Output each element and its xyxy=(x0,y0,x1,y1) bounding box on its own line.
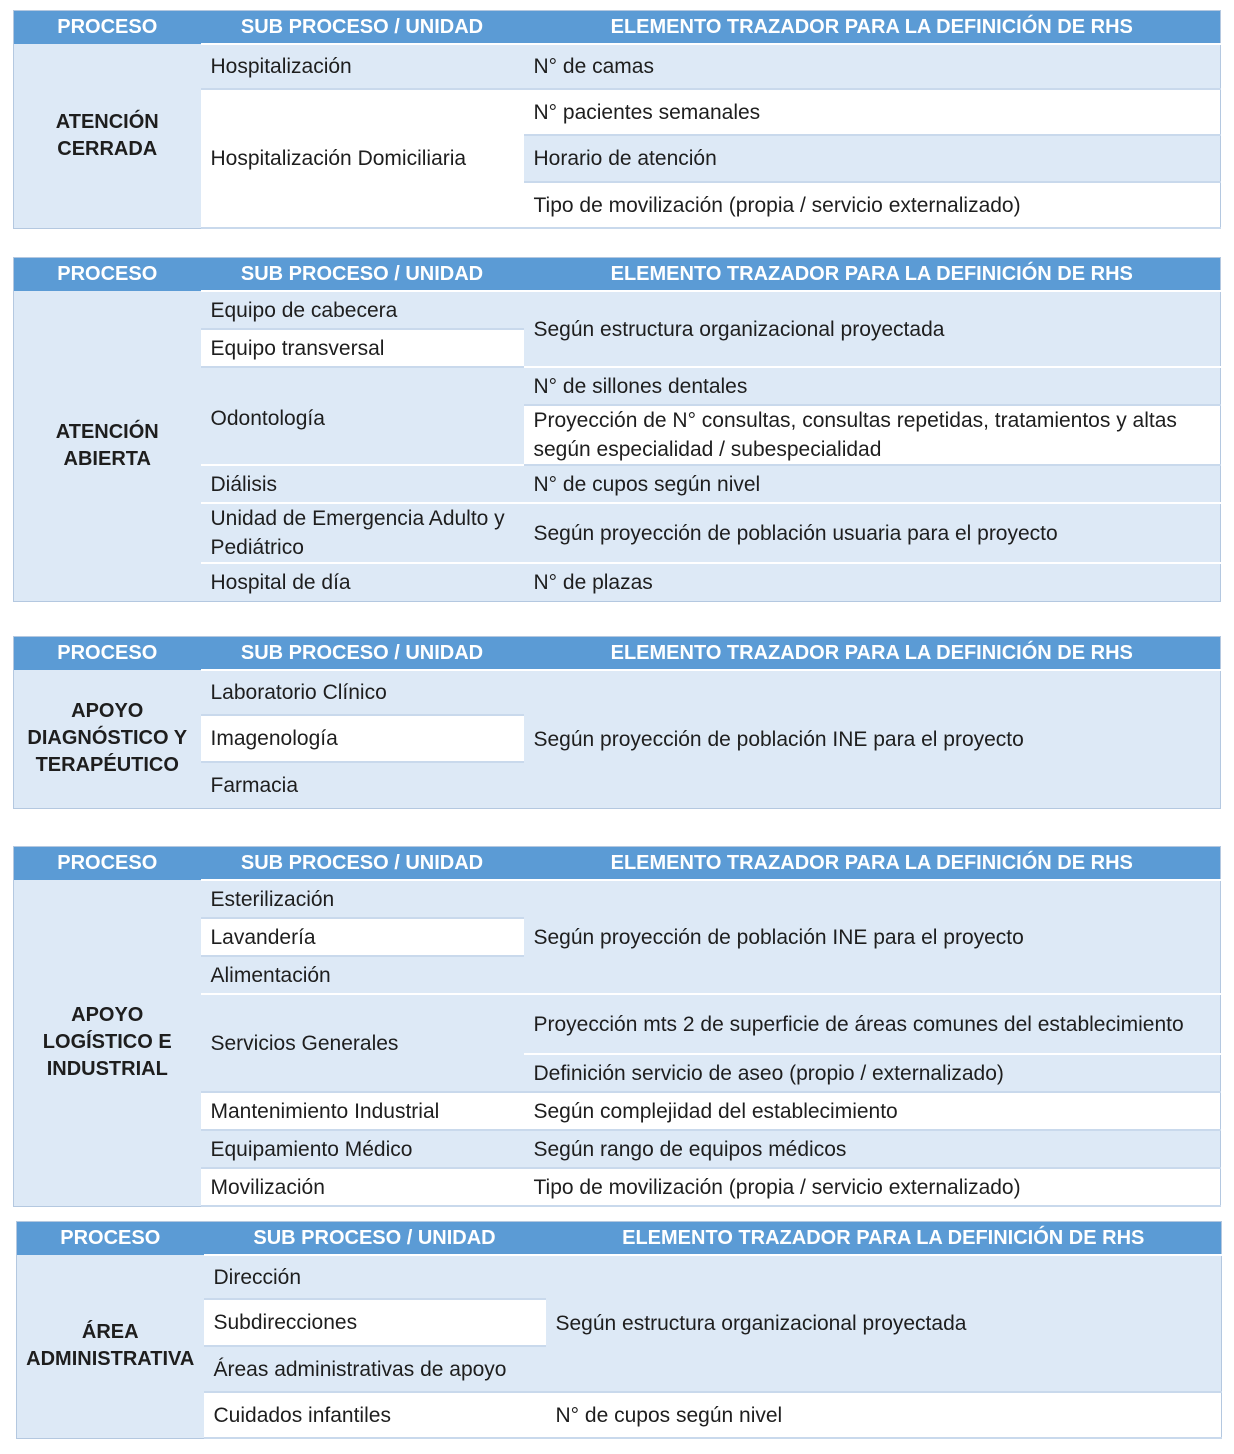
element-cell: Según rango de equipos médicos xyxy=(524,1130,1221,1168)
process-label: APOYO DIAGNÓSTICO Y TERAPÉUTICO xyxy=(14,670,201,808)
sub-cell: Alimentación xyxy=(201,956,524,994)
header-elemento: ELEMENTO TRAZADOR PARA LA DEFINICIÓN DE RHS xyxy=(524,11,1221,45)
element-cell: Proyección mts 2 de superficie de áreas comunes del establecimiento xyxy=(524,994,1221,1054)
sub-cell: Cuidados infantiles xyxy=(204,1392,546,1438)
process-label: APOYO LOGÍSTICO E INDUSTRIAL xyxy=(14,880,201,1206)
element-cell: Según proyección de población usuaria para el proyecto xyxy=(524,503,1221,563)
sub-cell: Áreas administrativas de apoyo xyxy=(204,1346,546,1392)
sub-cell: Hospitalización xyxy=(201,44,524,89)
sub-cell: Odontología xyxy=(201,367,524,465)
sub-cell: Imagenología xyxy=(201,715,524,762)
sub-cell: Dirección xyxy=(204,1255,546,1299)
header-proceso: PROCESO xyxy=(14,258,201,292)
sub-cell: Hospitalización Domiciliaria xyxy=(201,89,524,228)
element-cell: Definición servicio de aseo (propio / externalizado) xyxy=(524,1054,1221,1092)
element-cell: Tipo de movilización (propia / servicio externalizado) xyxy=(524,1168,1221,1206)
sub-cell: Laboratorio Clínico xyxy=(201,670,524,715)
sub-cell: Hospital de día xyxy=(201,563,524,601)
sub-cell: Esterilización xyxy=(201,880,524,918)
element-cell: Según estructura organizacional proyectada xyxy=(546,1255,1222,1392)
sub-cell: Equipo de cabecera xyxy=(201,291,524,329)
element-cell: Según estructura organizacional proyectada xyxy=(524,291,1221,367)
header-sub-proceso: SUB PROCESO / UNIDAD xyxy=(201,847,524,881)
sub-cell: Mantenimiento Industrial xyxy=(201,1092,524,1130)
table-apoyo-diagnostico xyxy=(13,636,1221,809)
element-cell: Tipo de movilización (propia / servicio externalizado) xyxy=(524,182,1221,228)
element-cell: Horario de atención xyxy=(524,135,1221,182)
element-cell: N° de cupos según nivel xyxy=(524,465,1221,503)
header-elemento: ELEMENTO TRAZADOR PARA LA DEFINICIÓN DE RHS xyxy=(524,258,1221,292)
sub-cell: Lavandería xyxy=(201,918,524,956)
element-cell: Según proyección de población INE para el proyecto xyxy=(524,880,1221,994)
element-cell: Proyección de N° consultas, consultas repetidas, tratamientos y altas según especialidad / subespecialidad xyxy=(524,405,1221,465)
header-sub-proceso: SUB PROCESO / UNIDAD xyxy=(201,637,524,671)
table-apoyo-logistico xyxy=(13,846,1221,1207)
element-cell: N° pacientes semanales xyxy=(524,89,1221,135)
sub-cell: Unidad de Emergencia Adulto y Pediátrico xyxy=(201,503,524,563)
table-atencion-abierta xyxy=(13,257,1221,602)
element-cell: Según complejidad del establecimiento xyxy=(524,1092,1221,1130)
header-proceso: PROCESO xyxy=(14,637,201,671)
header-sub-proceso: SUB PROCESO / UNIDAD xyxy=(204,1222,546,1256)
header-proceso: PROCESO xyxy=(14,11,201,45)
sub-cell: Servicios Generales xyxy=(201,994,524,1092)
process-label: ATENCIÓN ABIERTA xyxy=(14,291,201,601)
header-sub-proceso: SUB PROCESO / UNIDAD xyxy=(201,258,524,292)
sub-cell: Equipamiento Médico xyxy=(201,1130,524,1168)
process-label: ATENCIÓN CERRADA xyxy=(14,44,201,228)
header-proceso: PROCESO xyxy=(17,1222,204,1256)
element-cell: N° de sillones dentales xyxy=(524,367,1221,405)
element-cell: N° de camas xyxy=(524,44,1221,89)
header-proceso: PROCESO xyxy=(14,847,201,881)
element-cell: Según proyección de población INE para el proyecto xyxy=(524,670,1221,808)
sub-cell: Farmacia xyxy=(201,762,524,808)
element-cell: N° de cupos según nivel xyxy=(546,1392,1222,1438)
table-area-administrativa xyxy=(16,1221,1222,1439)
sub-cell: Diálisis xyxy=(201,465,524,503)
header-elemento: ELEMENTO TRAZADOR PARA LA DEFINICIÓN DE RHS xyxy=(524,637,1221,671)
header-elemento: ELEMENTO TRAZADOR PARA LA DEFINICIÓN DE RHS xyxy=(546,1222,1222,1256)
header-sub-proceso: SUB PROCESO / UNIDAD xyxy=(201,11,524,45)
table-atencion-cerrada xyxy=(13,10,1221,229)
element-cell: N° de plazas xyxy=(524,563,1221,601)
process-label: ÁREA ADMINISTRATIVA xyxy=(17,1255,204,1438)
sub-cell: Movilización xyxy=(201,1168,524,1206)
sub-cell: Equipo transversal xyxy=(201,329,524,367)
header-elemento: ELEMENTO TRAZADOR PARA LA DEFINICIÓN DE RHS xyxy=(524,847,1221,881)
sub-cell: Subdirecciones xyxy=(204,1299,546,1346)
